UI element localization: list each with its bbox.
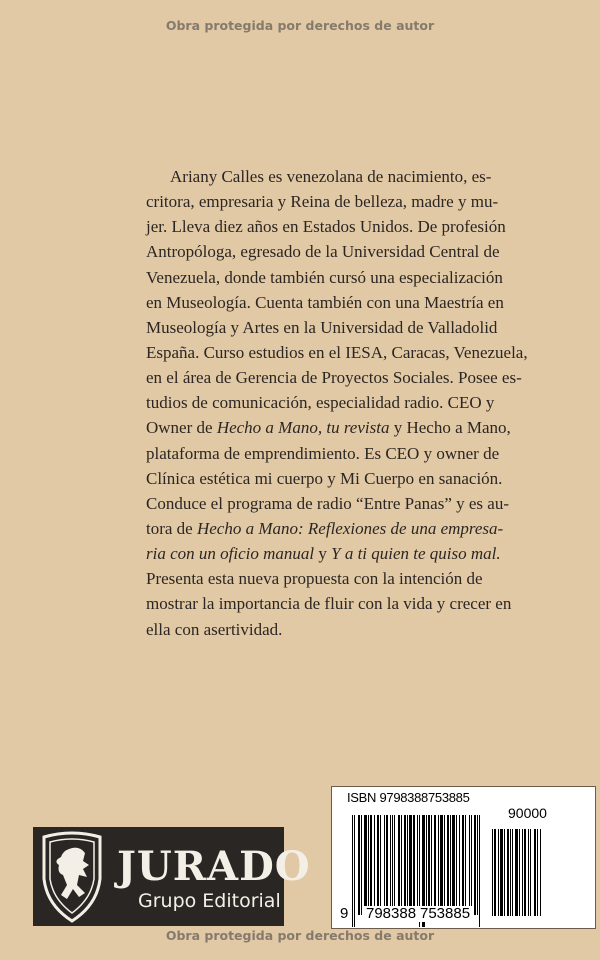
bio-line (146, 340, 528, 365)
barcode-bar (462, 815, 464, 915)
bio-text: Venezuela, donde también cursó una especialización (146, 267, 503, 287)
barcode-bar (498, 829, 499, 916)
bio-line (146, 566, 483, 591)
barcode-bar (534, 829, 536, 916)
barcode-bar (492, 829, 493, 916)
barcode-bar (452, 815, 455, 915)
bio-line (146, 541, 501, 566)
bio-line (146, 516, 504, 541)
barcode-bar (519, 829, 520, 916)
barcode-bar (426, 815, 427, 915)
barcode-bar (358, 815, 360, 915)
bio-italic-title: Y a ti quien te quiso mal. (331, 544, 501, 564)
barcode-bar (380, 815, 381, 915)
barcode-bar (522, 829, 523, 916)
bio-line (146, 415, 511, 440)
barcode-bar (438, 815, 439, 915)
bio-line (146, 390, 495, 415)
barcode-bar (494, 829, 496, 916)
bio-italic-title: ria con un oficio manual (146, 544, 315, 564)
barcode-bar (417, 815, 418, 915)
barcode-bar (500, 829, 503, 916)
barcode-digit-group-2: 753885 (420, 905, 471, 922)
bio-text: Presenta esta nueva propuesta con la intención de (146, 569, 483, 589)
barcode-bar (434, 815, 436, 915)
bio-text: en Museología. Cuenta también con una Maestría en (146, 292, 504, 312)
copyright-watermark-top: Obra protegida por derechos de autor (165, 18, 435, 33)
bio-italic-title: Hecho a Mano, tu revista (216, 418, 390, 438)
bio-text: Owner de (146, 418, 217, 438)
barcode-digit-group-1: 798388 (366, 905, 417, 922)
barcode-bar (537, 829, 538, 916)
bio-text: en el área de Gerencia de Proyectos Sociales. Posee es- (146, 368, 522, 388)
barcode-bar (404, 815, 406, 915)
bio-text: tora de (146, 518, 197, 538)
bio-text: ella con asertividad. (146, 619, 283, 639)
barcode-bar (394, 815, 395, 915)
publisher-name: JURADO (117, 843, 311, 890)
isbn-barcode (331, 786, 596, 929)
barcode-bar (428, 815, 430, 915)
bio-text: y Hecho a Mano, (389, 418, 511, 438)
barcode-bar (474, 815, 476, 915)
barcode-bar (431, 815, 432, 915)
barcode-bar (477, 815, 478, 915)
barcode-bar (374, 815, 375, 915)
bio-text: Ariany Calles es venezolana de nacimiento, es- (170, 167, 492, 186)
bio-line (146, 441, 500, 466)
barcode-bar (524, 829, 526, 916)
barcode-bar (530, 829, 531, 916)
barcode-bar (450, 815, 451, 915)
barcode-bar (440, 815, 443, 915)
barcode-bar (471, 815, 472, 915)
bio-line (146, 491, 509, 516)
bio-line (146, 617, 459, 642)
bio-line (146, 265, 503, 290)
barcode-bar (515, 829, 518, 916)
barcode-bar (469, 815, 470, 915)
barcode-bar (413, 815, 415, 915)
barcode-bar (370, 815, 372, 915)
barcode-bar (364, 815, 367, 915)
barcode-bar (407, 815, 408, 915)
bio-text: y (314, 544, 332, 564)
bio-text: critora, empresaria y Reina de belleza, madre y mu- (146, 192, 499, 212)
barcode-bar (390, 815, 391, 915)
bio-line (146, 189, 499, 214)
barcode-bar (392, 815, 393, 915)
bio-text: mostrar la importancia de fluir con la vida y crecer en (146, 594, 512, 614)
barcode-bar (512, 829, 513, 916)
bio-text: Antropóloga, egresado de la Universidad Central de (146, 242, 500, 262)
bio-line (146, 239, 500, 264)
barcode-bar (352, 815, 353, 927)
isbn-label: ISBN 9798388753885 (347, 790, 470, 805)
bio-text: España. Curso estudios en el IESA, Caracas, Venezuela, (146, 342, 528, 362)
barcode-bar (444, 815, 445, 915)
publisher-logo (33, 827, 311, 926)
barcode-bar (456, 815, 457, 915)
barcode-bar (409, 815, 412, 915)
bio-line (146, 466, 503, 491)
barcode-bar (504, 829, 505, 916)
publisher-subtitle: Grupo Editorial (138, 890, 281, 912)
barcode-bar (447, 815, 449, 915)
bio-italic-title: Hecho a Mano: Reflexiones de una empresa- (196, 518, 504, 538)
bio-text: Museología y Artes en la Universidad de Valladolid (146, 317, 498, 337)
lion-shield-icon (39, 831, 105, 923)
barcode-bar (510, 829, 511, 916)
barcode-bar (459, 815, 460, 915)
author-bio (146, 164, 528, 642)
barcode-bar (540, 829, 541, 916)
bio-line (146, 365, 522, 390)
price-code: 90000 (508, 805, 547, 821)
bio-line (146, 315, 498, 340)
barcode-bar (398, 815, 400, 915)
bio-line (146, 214, 506, 239)
barcode-bar (479, 815, 480, 927)
bio-line (146, 290, 504, 315)
barcode-digit-first: 9 (340, 905, 349, 922)
barcode-bar (507, 829, 509, 916)
barcode-bar (384, 815, 385, 915)
bio-line (146, 591, 512, 616)
barcode-bar (465, 815, 466, 915)
bio-text: tudios de comunicación, especialidad radio. CEO y (146, 393, 495, 413)
copyright-watermark-bottom: Obra protegida por derechos de autor (165, 928, 435, 943)
bio-line (146, 164, 492, 189)
bio-text: Clínica estética mi cuerpo y Mi Cuerpo en sanación. (146, 468, 503, 488)
barcode-bar (354, 815, 355, 927)
barcode-bars-addon (492, 829, 556, 916)
barcode-bar (386, 815, 388, 915)
barcode-bar (361, 815, 362, 915)
bio-text: jer. Lleva diez años en Estados Unidos. De profesión (146, 217, 506, 237)
barcode-bar (377, 815, 379, 915)
barcode-bar (528, 829, 529, 916)
bio-text: Conduce el programa de radio “Entre Panas” y es au- (146, 493, 509, 513)
bio-text: plataforma de emprendimiento. Es CEO y owner de (146, 443, 500, 463)
barcode-bar (368, 815, 369, 915)
barcode-bar (401, 815, 402, 915)
